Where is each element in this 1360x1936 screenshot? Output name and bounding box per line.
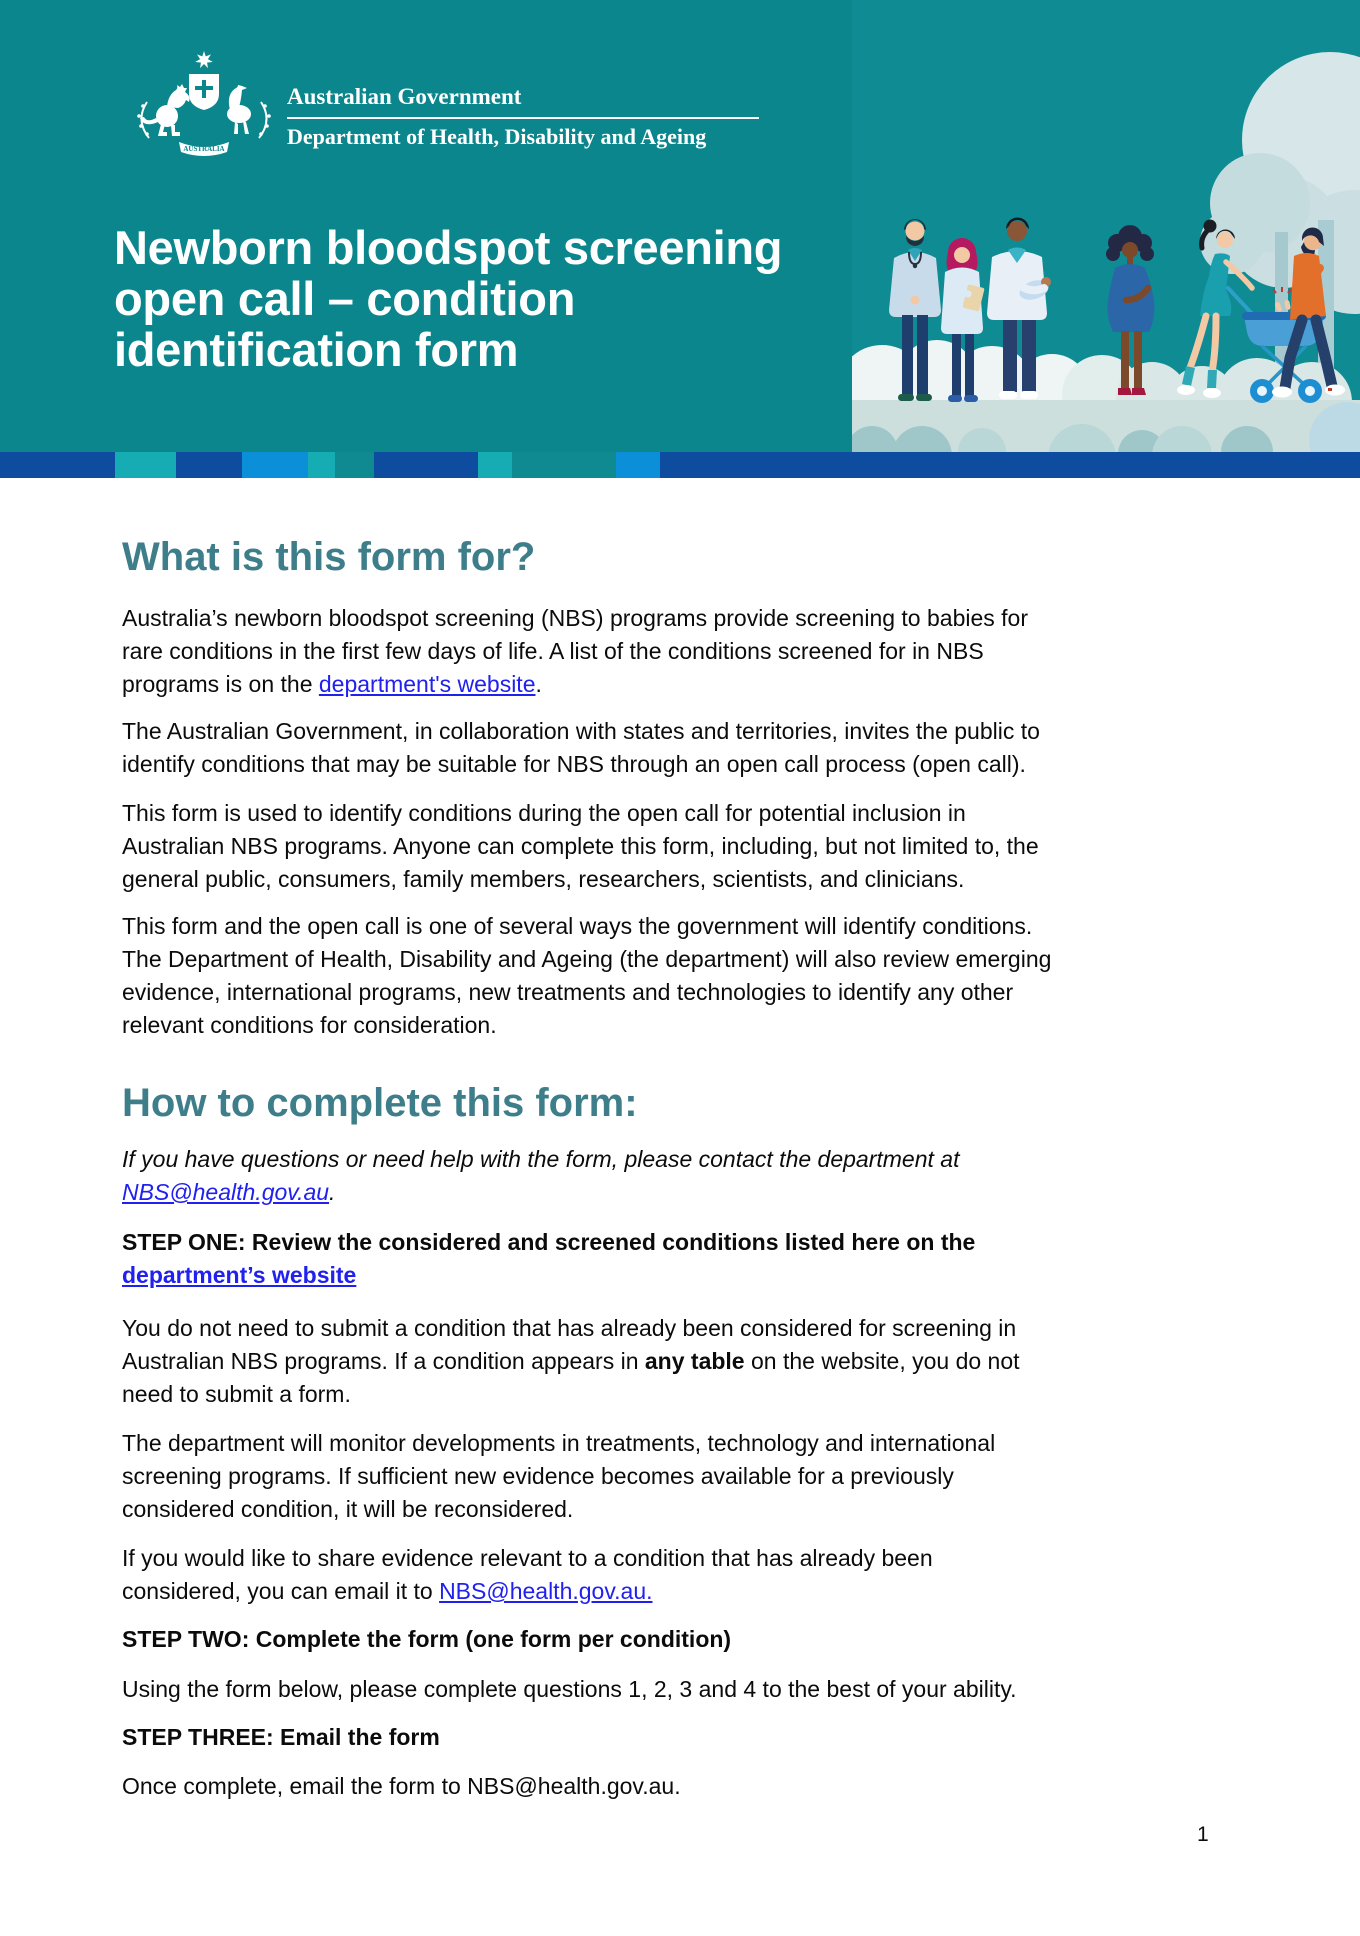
text-run: relevant conditions for consideration. xyxy=(122,1012,497,1038)
text-run: evidence, international programs, new treatments and technologies to identify any other xyxy=(122,979,1014,1005)
section-heading-how-to-complete: How to complete this form: xyxy=(122,1081,638,1125)
text-run: . xyxy=(535,671,542,697)
text-run: Australian NBS programs. If a condition appears in xyxy=(122,1348,645,1374)
text-run: This form and the open call is one of several ways the government will identify conditions. xyxy=(122,913,1033,939)
stripe-segment xyxy=(0,452,115,478)
paragraph-open-call xyxy=(122,715,1282,781)
document-title-line: Newborn bloodspot screening xyxy=(114,221,783,274)
crest-divider xyxy=(287,117,759,119)
paragraph-other-identification-ways xyxy=(122,910,1282,1042)
stripe-segment xyxy=(478,452,512,478)
departments-website-link[interactable]: department's website xyxy=(318,671,536,697)
nbs-email-link[interactable]: NBS@health.gov.au. xyxy=(439,1578,653,1604)
page-header-banner xyxy=(0,0,1360,452)
department-name: Department of Health, Disability and Ageing xyxy=(287,124,707,149)
stripe-segment xyxy=(374,452,478,478)
step-three-heading: STEP THREE: Email the form xyxy=(122,1724,440,1750)
page-number: 1 xyxy=(1197,1823,1209,1846)
text-run: Australia’s newborn bloodspot screening (NBS) programs provide screening to babies for xyxy=(122,605,1028,631)
paragraph-complete-questions: Using the form below, please complete questions 1, 2, 3 and 4 to the best of your ability. xyxy=(122,1676,1017,1702)
text-run: screening programs. If sufficient new evidence becomes available for a previously xyxy=(122,1463,954,1489)
text-run: You do not need to submit a condition that has already been considered for screening in xyxy=(122,1315,1017,1341)
departments-website-link[interactable]: department’s website xyxy=(122,1262,357,1288)
svg-text:AUSTRALIA: AUSTRALIA xyxy=(183,145,225,153)
text-run: considered condition, it will be reconsidered. xyxy=(122,1496,574,1522)
paragraph-form-purpose xyxy=(122,797,1282,896)
stripe-segment xyxy=(660,452,1360,478)
healthcare-workers-and-families-illustration xyxy=(852,0,1360,452)
stripe-segment xyxy=(512,452,616,478)
text-run: on the website, you do not xyxy=(744,1348,1020,1374)
paragraph-department-monitoring xyxy=(122,1427,1282,1526)
kangaroo-icon xyxy=(140,84,190,136)
text-run: . xyxy=(329,1179,336,1205)
text-run: identify conditions that may be suitable for NBS through an open call process (open call). xyxy=(122,751,1026,777)
document-title-line: identification form xyxy=(114,323,519,376)
paragraph-email-form: Once complete, email the form to NBS@health.gov.au. xyxy=(122,1773,681,1799)
coat-of-arms-icon xyxy=(133,50,275,160)
step-two-heading: STEP TWO: Complete the form (one form per condition) xyxy=(122,1626,732,1652)
text-run: need to submit a form. xyxy=(122,1381,351,1407)
illustration-panel xyxy=(852,0,1360,452)
nbs-email-link[interactable]: NBS@health.gov.au xyxy=(122,1179,330,1205)
emu-icon xyxy=(227,85,251,134)
stripe-segment xyxy=(308,452,335,478)
text-run: STEP ONE: Review the considered and screened conditions listed here on the xyxy=(122,1229,976,1255)
document-title-line: open call – condition xyxy=(114,272,576,325)
decorative-stripe xyxy=(0,452,1360,478)
text-run: programs is on the xyxy=(122,671,319,697)
document-title xyxy=(114,222,782,375)
document-body xyxy=(0,534,1360,1803)
stripe-segment xyxy=(176,452,242,478)
stripe-segment xyxy=(115,452,176,478)
paragraph-share-evidence xyxy=(122,1542,1282,1608)
text-run: The Australian Government, in collaboration with states and territories, invites the public to xyxy=(122,718,1040,744)
text-run: Australian NBS programs. Anyone can complete this form, including, but not limited to, the xyxy=(122,833,1039,859)
paragraph-no-need-to-submit xyxy=(122,1312,1282,1411)
any-table-emphasis: any table xyxy=(644,1348,745,1374)
text-run: general public, consumers, family members, researchers, scientists, and clinicians. xyxy=(122,866,965,892)
text-run: The department will monitor developments in treatments, technology and international xyxy=(122,1430,996,1456)
text-run: If you would like to share evidence relevant to a condition that has already been xyxy=(122,1545,933,1571)
stripe-segment xyxy=(242,452,308,478)
text-run: rare conditions in the first few days of life. A list of the conditions screened for in NBS xyxy=(122,638,984,664)
section-heading-what-is-this-form-for: What is this form for? xyxy=(122,535,536,579)
paragraph-help-contact xyxy=(122,1143,1282,1209)
step-one-heading xyxy=(122,1226,1282,1292)
stripe-segment xyxy=(616,452,660,478)
text-run: The Department of Health, Disability and Ageing (the department) will also review emerging xyxy=(122,946,1052,972)
commonwealth-star-icon xyxy=(195,51,213,68)
text-run: considered, you can email it to xyxy=(122,1578,440,1604)
paragraph-nbs-programs xyxy=(122,602,1282,701)
text-run: If you have questions or need help with the form, please contact the department at xyxy=(122,1146,960,1172)
government-wordmark: Australian Government xyxy=(287,84,522,109)
stripe-segment xyxy=(335,452,374,478)
text-run: This form is used to identify conditions during the open call for potential inclusion in xyxy=(122,800,966,826)
